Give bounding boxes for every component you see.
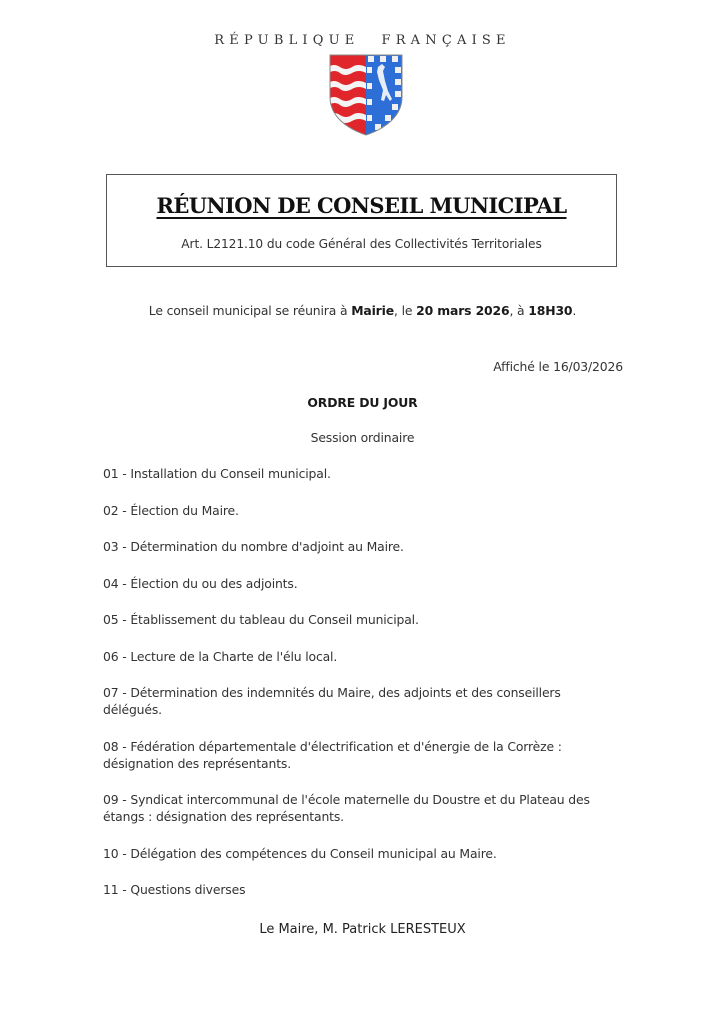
agenda-item: 09 - Syndicat intercommunal de l'école maternelle du Doustre et du Plateau des étangs : désignation des représentants. <box>103 792 590 824</box>
document-title: RÉUNION DE CONSEIL MUNICIPAL <box>156 193 567 218</box>
francaise-word: FRANÇAISE <box>381 33 511 48</box>
session-type: Session ordinaire <box>310 430 415 445</box>
agenda-item: 02 - Élection du Maire. <box>103 502 239 518</box>
agenda-item: 01 - Installation du Conseil municipal. <box>103 466 331 481</box>
republique-francaise-header <box>0 33 725 48</box>
republique-word: RÉPUBLIQUE <box>214 33 360 48</box>
agenda-item: 07 - Détermination des indemnités du Maire, des adjoints et des conseillers délégués. <box>103 685 561 717</box>
agenda-item: 05 - Établissement du tableau du Conseil municipal. <box>103 612 419 627</box>
agenda-item: 06 - Lecture de la Charte de l'élu local. <box>103 648 338 664</box>
meeting-prefix: Le conseil municipal se réunira à <box>148 303 352 318</box>
agenda-item: 04 - Élection du ou des adjoints. <box>103 575 298 591</box>
agenda-list <box>103 465 613 918</box>
title-box <box>106 174 617 267</box>
meeting-date: 20 mars 2026 <box>416 303 510 318</box>
meeting-time: 18H30 <box>528 303 573 318</box>
agenda-item: 11 - Questions diverses <box>103 882 246 897</box>
meeting-sep1: , le <box>394 303 417 318</box>
agenda-item: 10 - Délégation des compétences du Conseil municipal au Maire. <box>103 845 497 861</box>
meeting-announcement <box>0 302 725 319</box>
posted-date: Affiché le 16/03/2026 <box>493 359 623 374</box>
meeting-place: Mairie <box>351 303 394 318</box>
mayor-signature: Le Maire, M. Patrick LERESTEUX <box>259 922 466 937</box>
agenda-heading: ORDRE DU JOUR <box>307 395 418 410</box>
agenda-item: 03 - Détermination du nombre d'adjoint au Maire. <box>103 539 404 554</box>
legal-reference: Art. L2121.10 du code Général des Collectivités Territoriales <box>181 237 542 251</box>
meeting-sep2: , à <box>509 303 529 318</box>
agenda-item: 08 - Fédération départementale d'électrification et d'énergie de la Corrèze : désignation des représentants. <box>103 738 562 771</box>
meeting-suffix: . <box>572 303 577 318</box>
coat-of-arms-icon <box>328 53 404 137</box>
